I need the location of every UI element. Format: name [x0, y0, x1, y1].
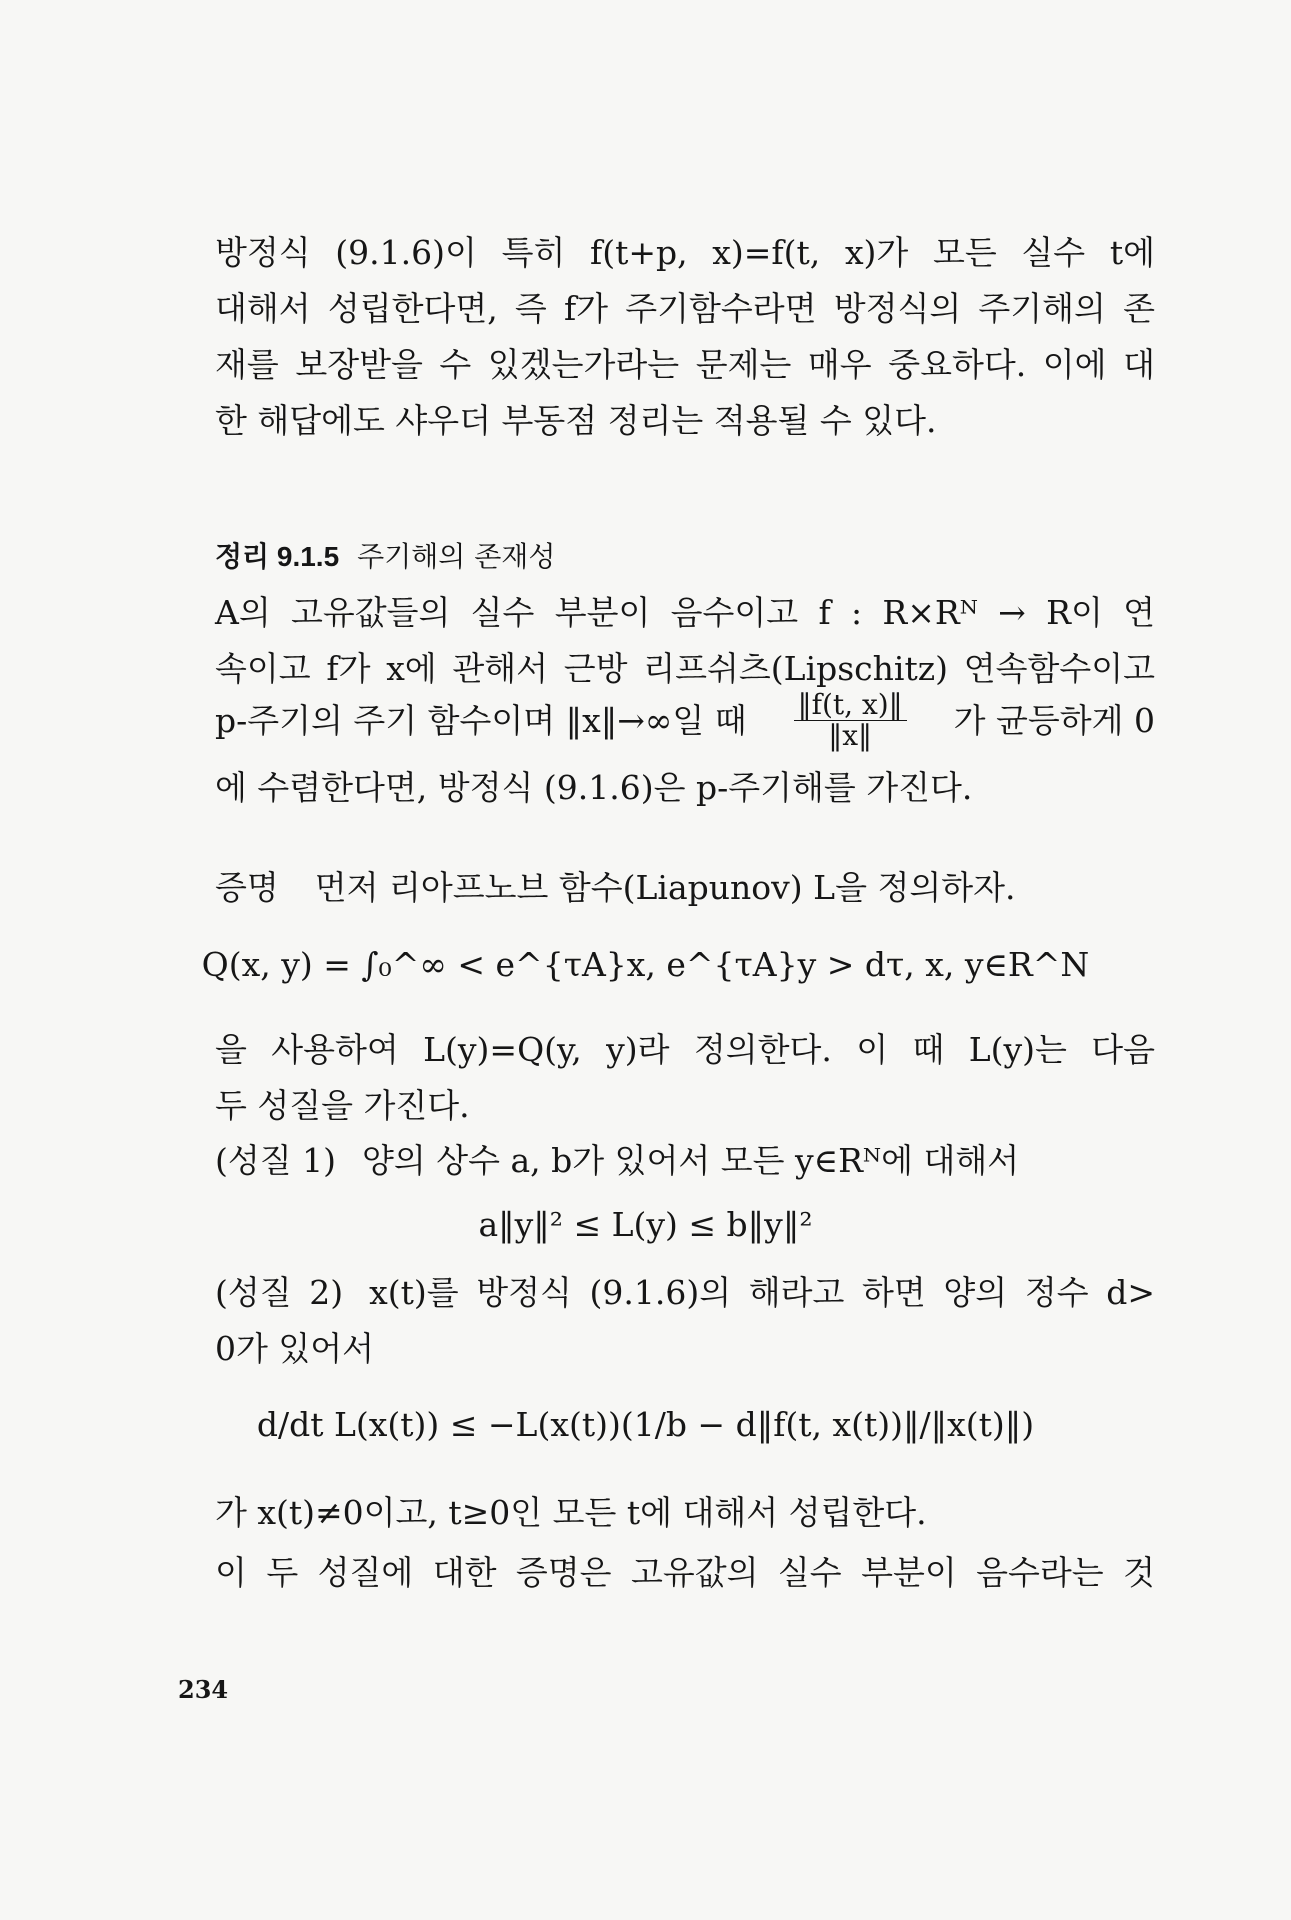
- fraction-denominator: ‖x‖: [828, 719, 873, 752]
- text-line: A의 고유값들의 실수 부분이 음수이고 f : R×Rᴺ → R이 연: [215, 593, 1155, 632]
- property2-paragraph: [215, 1265, 1155, 1377]
- text-line: 에 수렴한다면, 방정식 (9.1.6)은 p-주기해를 가진다.: [215, 768, 973, 807]
- theorem-heading: [215, 535, 555, 575]
- proof-line: [215, 862, 1015, 909]
- theorem-line-with-fraction: [215, 690, 1155, 751]
- proof-label: 증명: [215, 868, 279, 907]
- text-line: p-주기의 주기 함수이며 ‖x‖→∞일 때: [215, 700, 747, 740]
- theorem-title: 주기해의 존재성: [357, 540, 556, 573]
- fraction-numerator: ‖f(t, x)‖: [794, 690, 907, 721]
- intro-paragraph: [215, 225, 1155, 449]
- property2-text: x(t)를 방정식 (9.1.6)의 해라고 하면 양의 정수 d>: [369, 1273, 1155, 1312]
- text-line: 재를 보장받을 수 있겠는가라는 문제는 매우 중요하다. 이에 대: [215, 345, 1155, 384]
- property2-after: [215, 1485, 1155, 1541]
- text-line: 방정식 (9.1.6)이 특히 f(t+p, x)=f(t, x)가 모든 실수 t에: [215, 233, 1155, 272]
- property1-line: [215, 1135, 1019, 1182]
- text-line: 0가 있어서: [215, 1329, 374, 1368]
- text-line: 대해서 성립한다면, 즉 f가 주기함수라면 방정식의 주기해의 존: [215, 289, 1155, 328]
- property1-equation: a‖y‖² ≤ L(y) ≤ b‖y‖²: [478, 1205, 813, 1244]
- text-line: 가 x(t)≠0이고, t≥0인 모든 t에 대해서 성립한다.: [215, 1493, 927, 1532]
- theorem-last-line: [215, 760, 1155, 816]
- text-line: 한 해답에도 샤우더 부동점 정리는 적용될 수 있다.: [215, 401, 937, 440]
- text-line: 가 균등하게 0: [953, 700, 1155, 740]
- text-line: 이 두 성질에 대한 증명은 고유값의 실수 부분이 음수라는 것: [215, 1553, 1155, 1592]
- norm-ratio-fraction: [794, 690, 907, 751]
- equation-Q: Q(x, y) = ∫₀^∞ < e^{τA}x, e^{τA}y > dτ, x, y∈R^N: [201, 945, 1090, 984]
- page-number: 234: [178, 1675, 229, 1704]
- property2-label: (성질 2): [215, 1273, 344, 1312]
- proof-text: 먼저 리아프노브 함수(Liapunov) L을 정의하자.: [314, 868, 1016, 907]
- property1-text: 양의 상수 a, b가 있어서 모든 y∈Rᴺ에 대해서: [362, 1141, 1020, 1180]
- text-line: 두 성질을 가진다.: [215, 1086, 470, 1125]
- theorem-body: [215, 585, 1155, 697]
- closing-line: [215, 1545, 1155, 1601]
- theorem-label: 정리 9.1.5: [215, 541, 340, 572]
- property1-label: (성질 1): [215, 1141, 336, 1180]
- text-line: 을 사용하여 L(y)=Q(y, y)라 정의한다. 이 때 L(y)는 다음: [215, 1030, 1155, 1069]
- after-Q-paragraph: [215, 1022, 1155, 1134]
- text-line: 속이고 f가 x에 관해서 근방 리프쉬츠(Lipschitz) 연속함수이고: [215, 649, 1155, 688]
- property2-equation: d/dt L(x(t)) ≤ −L(x(t))(1/b − d‖f(t, x(t))‖/‖x(t)‖): [256, 1405, 1035, 1444]
